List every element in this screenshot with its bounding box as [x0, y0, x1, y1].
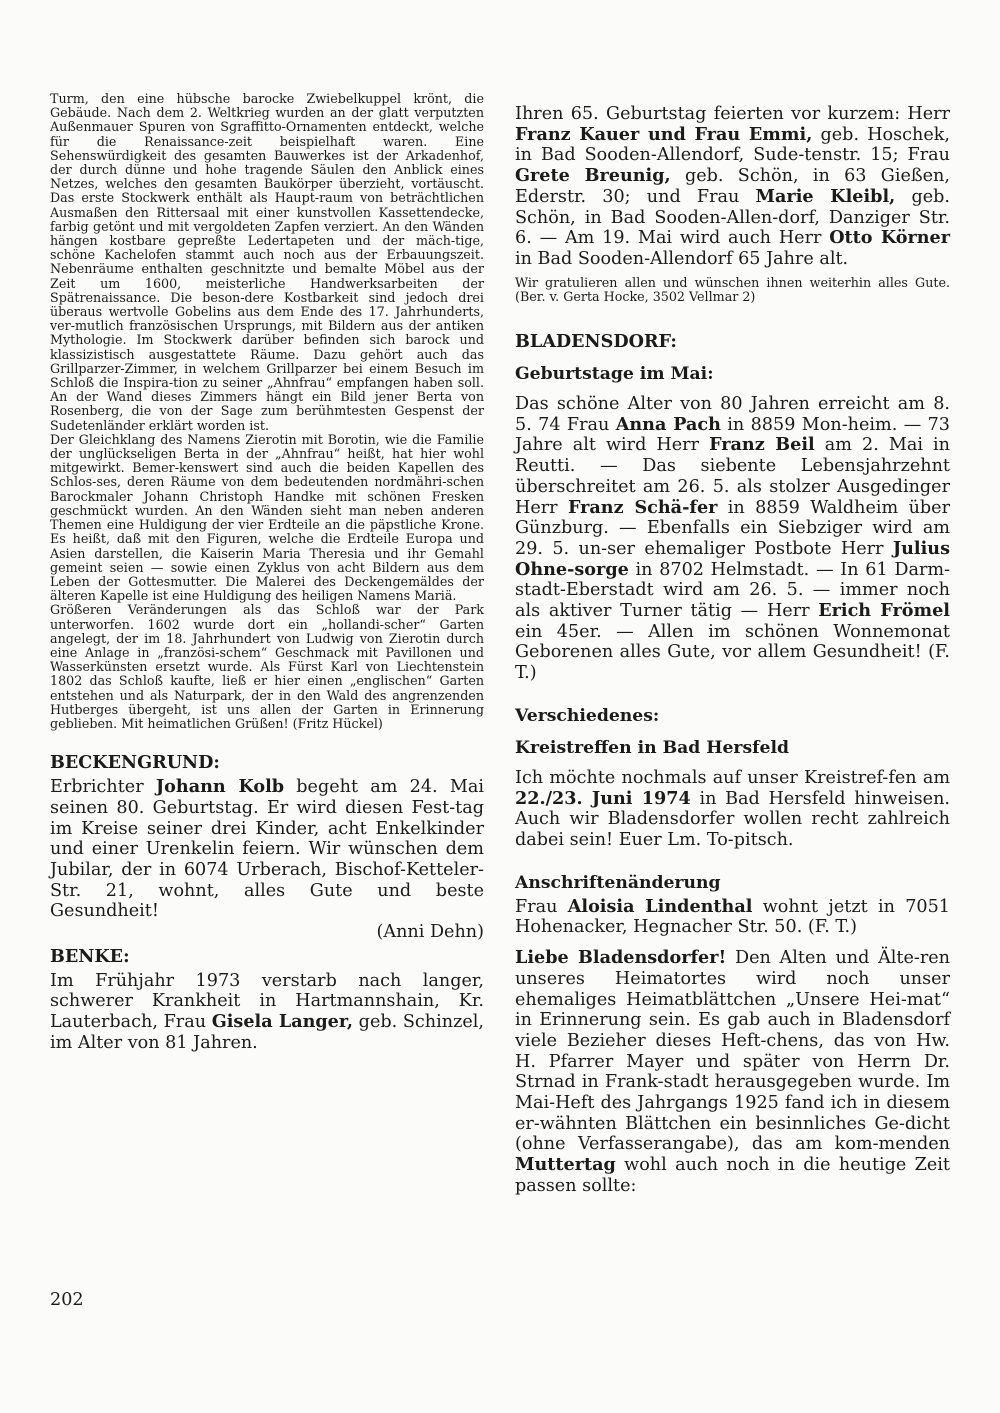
section-text: Ich möchte nochmals auf unser Kreistref-fen am 22./23. Juni 1974 in Bad Hersfeld hinweisen. Auch wir Bladensdorfer wollen recht zahlreich dabei sein! Euer Lm. To-pitsch. [515, 767, 950, 850]
section-heading: BECKENGRUND: [50, 752, 220, 774]
section-text: Erbrichter Johann Kolb begeht am 24. Mai seinen 80. Geburtstag. Er wird diesen Fest-tag im Kreise seiner drei Kinder, acht Enkelkinder und einer Urenkelin feiern. Wir wünschen dem Jubilar, der in 6074 Urberach, Bischof-Ketteler-Str. 21, wohnt, alles Gute und beste Gesundheit! [50, 776, 484, 922]
left-column [50, 92, 484, 1054]
article-paragraph: Turm, den eine hübsche barocke Zwiebelkuppel krönt, die Gebäude. Nach dem 2. Weltkrieg wurden an der glatt verputzten Außenmauer Spuren von Sgraffitto-Ornamenten entdeckt, welche für die Renaissance-zeit beispielhaft waren. Eine Sehenswürdigkeit des gesamten Bauwerkes ist der Arkadenhof, der durch dünne und hohe tragende Säulen den Anblick eines Netzes, welches den gesamten Baukörper überzieht, vortäuscht. Das erste Stockwerk enthält als Haupt-raum von beträchtlichen Ausmaßen den Rittersaal mit einer kunstvollen Kassettendecke, farbig getönt und mit vergoldeten Zapfen verziert. An den Wänden hängen kostbare gepreßte Ledertapeten und der mäch-tige, schöne Kachelofen stammt auch noch aus der Erbauungszeit. Nebenräume enthalten geschnitzte und bemalte Möbel aus der Zeit um 1600, meisterliche Handwerksarbeiten der Spätrenaissance. Die beson-dere Kostbarkeit sind jedoch drei überaus wertvolle Gobelins aus dem Ende des 17. Jahrhunderts, ver-mutlich französischen Ursprungs, mit Bildern aus der antiken Mythologie. Im Stockwerk darüber befinden sich barock und klassizistisch ausgestattete Räume. Dazu gehört auch das Grillparzer-Zimmer, in welchem Grillparzer bei einem Besuch im Schloß die Inspira-tion zu seiner „Ahnfrau“ empfangen haben soll. An der Wand dieses Zimmers hängt ein Bild jener Berta von Rosenberg, die von der Sage zum berühmtesten Gespenst der Sudetenländer erklärt worden ist. [50, 91, 484, 433]
person-name: Gisela Langer, [211, 1011, 353, 1033]
beckengrund-section [50, 753, 484, 943]
verschiedenes-section [515, 706, 950, 851]
anschrift-section [515, 873, 950, 938]
section-text: Das schöne Alter von 80 Jahren erreicht am 8. 5. 74 Frau Anna Pach in 8859 Mon-heim. — 73 Jahre alt wird Herr Franz Beil am 2. Mai in Reutti. — Das siebente Lebensjahrzehnt überschreitet am 26. 5. als stolzer Ausgedinger Herr Franz Schä-fer in 8859 Waldheim über Günzburg. — Ebenfalls ein Siebziger wird am 29. 5. un-ser ehemaliger Postbote Herr Julius Ohne-sorge in 8702 Helmstadt. — In 61 Darm-stadt-Eberstadt wird am 26. 5. — immer noch als aktiver Turner tätig — Herr Erich Frömel ein 45er. — Allen im schönen Wonnemonat Geborenen alles Gute, vor allem Gesundheit! (F. T.) [515, 394, 950, 684]
bladensdorf-section [515, 332, 950, 684]
section-heading: BENKE: [50, 945, 130, 967]
section-text: Frau Aloisia Lindenthal wohnt jetzt in 7051 Hohenacker, Hegnacher Str. 50. (F. T.) [515, 895, 950, 938]
right-column [515, 104, 950, 1197]
benke-section [50, 947, 484, 1054]
author-signature: (Anni Dehn) [376, 922, 484, 943]
section-subheading: Geburtstage im Mai: [515, 364, 714, 385]
section-heading: BLADENSDORF: [515, 331, 677, 353]
section-heading: Anschriftenänderung [515, 872, 721, 893]
section-text: Im Frühjahr 1973 verstarb nach langer, schwerer Krankheit in Hartmannshain, Kr. Lauterbach, Frau Gisela Langer, geb. Schinzel, im Alter von 81 Jahren. [50, 970, 484, 1053]
report-note: Wir gratulieren allen und wünschen ihnen weiterhin alles Gute. (Ber. v. Gerta Hocke, 3502 Vellmar 2) [515, 274, 950, 304]
liebe-bladensdorfer-text: Liebe Bladensdorfer! Den Alten und Älte-ren unseres Heimatortes wird noch unser ehemaliges Heimatblättchen „Unsere Hei-mat“ in Erinnerung sein. Es gab auch in Bladensdorf viele Bezieher dieses Heft-chens, das von Hw. H. Pfarrer Mayer und später von Herrn Dr. Strnad in Frank-stadt herausgegeben wurde. Im Mai-Heft des Jahrgangs 1925 fand ich in diesem er-wähnten Blättchen ein besinnliches Ge-dicht (ohne Verfasserangabe), das am kom-menden Muttertag wohl auch noch in die heutige Zeit passen sollte: [515, 947, 951, 1196]
page-number: 202 [50, 1290, 84, 1310]
section-heading: Verschiedenes: [515, 705, 660, 726]
article-paragraph: Größeren Veränderungen als das Schloß war der Park unterworfen. 1602 wurde dort ein „hollandi-scher“ Garten angelegt, der im 18. Jahrhundert von Ludwig von Zierotin durch eine Anlage in „französi-schem“ Geschmack mit Pavillonen und Wasserkünsten ersetzt wurde. Als Fürst Karl von Liechtenstein 1802 das Schloß kaufte, ließ er hier einen „englischen“ Garten entstehen und als Naturpark, der in den Wald des angrenzenden Hutberges übergeht, ist uns allen der Garten in Erinnerung geblieben. Mit heimatlichen Grüßen! (Fritz Hückel) [50, 602, 484, 731]
article-paragraph: Der Gleichklang des Namens Zierotin mit Borotin, wie die Familie der unglückseligen Berta in der „Ahnfrau“ heißt, hat hier wohl mitgewirkt. Bemer-kenswert sind auch die beiden Kapellen des Schlos-ses, deren Räume von dem bedeutenden nordmähri-schen Barockmaler Johann Christoph Handke mit schönen Fresken geschmückt wurden. An den Wänden sieht man neben anderen Themen eine Huldigung der vier Erdteile an die päpstliche Krone. Es heißt, daß mit den Figuren, welche die Erdteile Europa und Asien darstellen, die Kaiserin Maria Theresia und ihr Gemahl gemeint seien — sowie einen Zyklus von acht Bildern aus dem Leben der Gottesmutter. Die Malerei des Deckengemäldes der älteren Kapelle ist eine Huldigung des heiligen Namens Mariä. [50, 431, 484, 604]
person-name: Johann Kolb [155, 776, 285, 798]
section-subheading: Kreistreffen in Bad Hersfeld [515, 737, 790, 758]
castle-article [50, 92, 484, 731]
birthday-intro: Ihren 65. Geburtstag feierten vor kurzem: Herr Franz Kauer und Frau Emmi, geb. Hoschek, in Bad Sooden-Allendorf, Sude-tenstr. 15; Frau Grete Breunig, geb. Schön, in 63 Gießen, Ederstr. 30; und Frau Marie Kleibl, geb. Schön, in Bad Sooden-Allen-dorf, Danziger Str. 6. — Am 19. Mai wird auch Herr Otto Körner in Bad Sooden-Allendorf 65 Jahre alt. [515, 104, 951, 269]
